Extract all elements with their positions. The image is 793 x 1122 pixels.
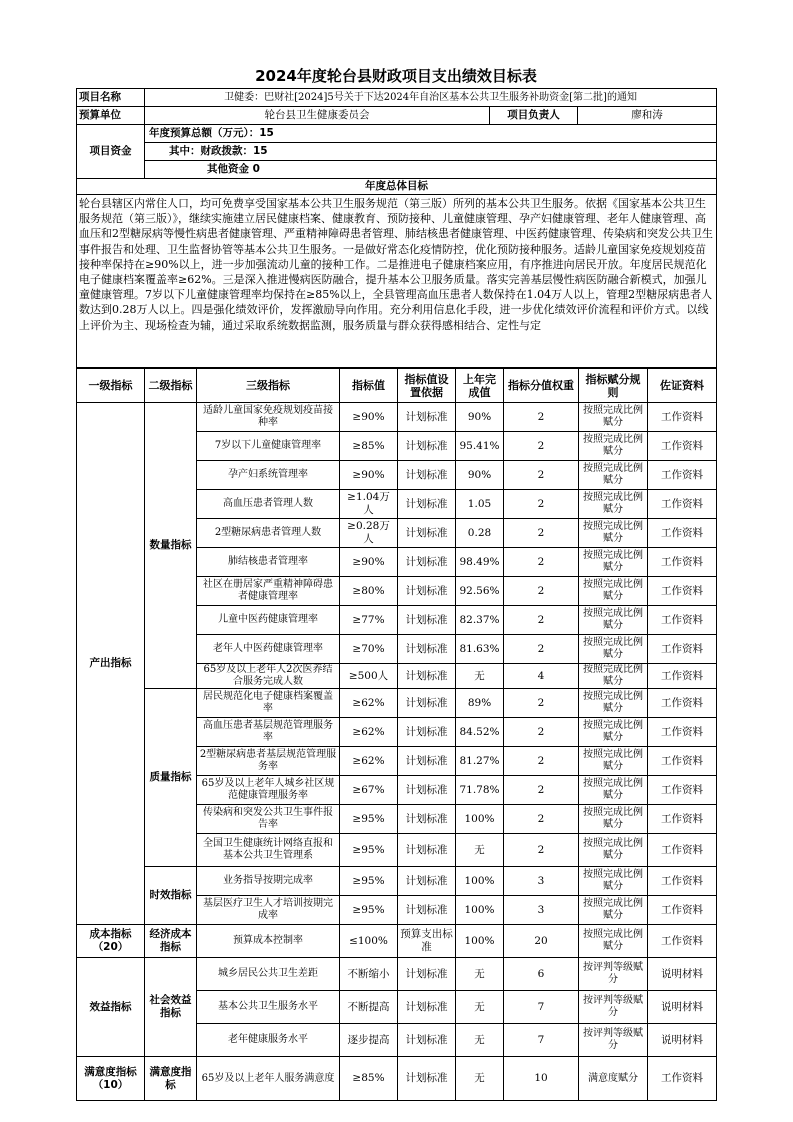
indicator-row	[77, 689, 717, 718]
rule-cell: 按照完成比例赋分	[579, 548, 648, 577]
col-level2-header: 二级指标	[145, 369, 197, 403]
basis-cell: 计划标准	[398, 805, 456, 834]
basis-cell: 计划标准	[398, 606, 456, 635]
basis-cell: 计划标准	[398, 689, 456, 718]
evidence-cell: 工作资料	[648, 490, 717, 519]
value-cell: ≥90%	[340, 548, 398, 577]
indicator-row	[77, 403, 717, 432]
rule-cell: 按照完成比例赋分	[579, 925, 648, 958]
evidence-cell: 工作资料	[648, 606, 717, 635]
indicator-table	[76, 368, 717, 1101]
weight-cell: 6	[504, 958, 579, 991]
basis-cell: 计划标准	[398, 577, 456, 606]
level1-cell: 产出指标	[77, 403, 145, 925]
prev-cell: 92.56%	[456, 577, 504, 606]
evidence-cell: 工作资料	[648, 834, 717, 867]
evidence-cell: 工作资料	[648, 776, 717, 805]
basis-cell: 计划标准	[398, 718, 456, 747]
level2-cell: 满意度指标	[145, 1057, 197, 1101]
rule-cell: 按照完成比例赋分	[579, 689, 648, 718]
prev-cell: 84.52%	[456, 718, 504, 747]
project-name-label: 项目名称	[77, 89, 145, 107]
weight-cell: 2	[504, 432, 579, 461]
evidence-cell: 工作资料	[648, 689, 717, 718]
col-prev-header: 上年完成值	[456, 369, 504, 403]
prev-cell: 71.78%	[456, 776, 504, 805]
weight-cell: 3	[504, 867, 579, 896]
prev-cell: 100%	[456, 867, 504, 896]
rule-cell: 按照完成比例赋分	[579, 461, 648, 490]
value-cell: ≥85%	[340, 432, 398, 461]
rule-cell: 按评判等级赋分	[579, 1024, 648, 1057]
value-cell: 不断提高	[340, 991, 398, 1024]
level3-cell: 肺结核患者管理率	[197, 548, 340, 577]
basis-cell: 计划标准	[398, 991, 456, 1024]
rule-cell: 按评判等级赋分	[579, 958, 648, 991]
weight-cell: 2	[504, 548, 579, 577]
project-name-value: 卫健委：巴财社[2024]5号关于下达2024年自治区基本公共卫生服务补助资金[第二批]的通知	[145, 89, 717, 107]
weight-cell: 2	[504, 577, 579, 606]
basis-cell: 计划标准	[398, 896, 456, 925]
basis-cell: 计划标准	[398, 403, 456, 432]
basis-cell: 计划标准	[398, 1024, 456, 1057]
prev-cell: 100%	[456, 925, 504, 958]
value-cell: ≥85%	[340, 1057, 398, 1101]
evidence-cell: 工作资料	[648, 519, 717, 548]
evidence-cell: 工作资料	[648, 461, 717, 490]
evidence-cell: 工作资料	[648, 867, 717, 896]
level3-cell: 预算成本控制率	[197, 925, 340, 958]
level2-cell: 社会效益指标	[145, 958, 197, 1057]
value-cell: ≥62%	[340, 718, 398, 747]
level3-cell: 居民规范化电子健康档案覆盖率	[197, 689, 340, 718]
level3-cell: 65岁及以上老年人2次医养结合服务完成人数	[197, 664, 340, 689]
basis-cell: 计划标准	[398, 635, 456, 664]
weight-cell: 2	[504, 805, 579, 834]
prev-cell: 无	[456, 991, 504, 1024]
prev-cell: 81.63%	[456, 635, 504, 664]
level3-cell: 老年人中医药健康管理率	[197, 635, 340, 664]
weight-cell: 2	[504, 689, 579, 718]
level3-cell: 高血压患者管理人数	[197, 490, 340, 519]
weight-cell: 2	[504, 606, 579, 635]
prev-cell: 90%	[456, 403, 504, 432]
basis-cell: 计划标准	[398, 432, 456, 461]
col-basis-header: 指标值设置依据	[398, 369, 456, 403]
project-info-table	[76, 88, 717, 368]
evidence-cell: 说明材料	[648, 958, 717, 991]
value-cell: ≥95%	[340, 834, 398, 867]
level3-cell: 7岁以下儿童健康管理率	[197, 432, 340, 461]
rule-cell: 按照完成比例赋分	[579, 805, 648, 834]
prev-cell: 90%	[456, 461, 504, 490]
indicator-row	[77, 1057, 717, 1101]
prev-cell: 无	[456, 1057, 504, 1101]
value-cell: ≥77%	[340, 606, 398, 635]
goal-header: 年度总体目标	[77, 179, 717, 195]
weight-cell: 4	[504, 664, 579, 689]
prev-cell: 无	[456, 834, 504, 867]
level1-cell: 效益指标	[77, 958, 145, 1057]
rule-cell: 按照完成比例赋分	[579, 490, 648, 519]
rule-cell: 按照完成比例赋分	[579, 747, 648, 776]
col-weight-header: 指标分值权重	[504, 369, 579, 403]
col-evidence-header: 佐证资料	[648, 369, 717, 403]
basis-cell: 计划标准	[398, 867, 456, 896]
weight-cell: 7	[504, 991, 579, 1024]
value-cell: ≥90%	[340, 403, 398, 432]
prev-cell: 无	[456, 664, 504, 689]
value-cell: ≥0.28万人	[340, 519, 398, 548]
level3-cell: 城乡居民公共卫生差距	[197, 958, 340, 991]
evidence-cell: 工作资料	[648, 925, 717, 958]
indicator-header-row	[77, 369, 717, 403]
basis-cell: 计划标准	[398, 776, 456, 805]
basis-cell: 计划标准	[398, 747, 456, 776]
value-cell: ≥95%	[340, 896, 398, 925]
level3-cell: 基本公共卫生服务水平	[197, 991, 340, 1024]
annual-goal-cell	[77, 195, 717, 368]
level3-cell: 高血压患者基层规范管理服务率	[197, 718, 340, 747]
value-cell: ≥90%	[340, 461, 398, 490]
value-cell: ≥70%	[340, 635, 398, 664]
funds-total: 年度预算总额（万元）：15	[145, 125, 717, 143]
indicator-row	[77, 867, 717, 896]
weight-cell: 2	[504, 461, 579, 490]
value-cell: ≤100%	[340, 925, 398, 958]
value-cell: 不断缩小	[340, 958, 398, 991]
rule-cell: 按照完成比例赋分	[579, 834, 648, 867]
level2-cell: 时效指标	[145, 867, 197, 925]
rule-cell: 按照完成比例赋分	[579, 432, 648, 461]
prev-cell: 89%	[456, 689, 504, 718]
funds-other: 其他资金 0	[145, 161, 717, 179]
evidence-cell: 工作资料	[648, 718, 717, 747]
rule-cell: 按照完成比例赋分	[579, 403, 648, 432]
level3-cell: 孕产妇系统管理率	[197, 461, 340, 490]
indicator-row	[77, 958, 717, 991]
level3-cell: 传染病和突发公共卫生事件报告率	[197, 805, 340, 834]
level3-cell: 2型糖尿病患者管理人数	[197, 519, 340, 548]
weight-cell: 2	[504, 635, 579, 664]
weight-cell: 2	[504, 403, 579, 432]
prev-cell: 无	[456, 1024, 504, 1057]
level2-cell: 经济成本指标	[145, 925, 197, 958]
value-cell: ≥1.04万人	[340, 490, 398, 519]
level3-cell: 全国卫生健康统计网络直报和基本公共卫生管理系	[197, 834, 340, 867]
budget-unit-label: 预算单位	[77, 107, 145, 125]
evidence-cell: 工作资料	[648, 635, 717, 664]
weight-cell: 2	[504, 747, 579, 776]
prev-cell: 1.05	[456, 490, 504, 519]
annual-goal-text: 轮台县辖区内常住人口，均可免费享受国家基本公共卫生服务规范（第三版）所列的基本公共卫生服务。依据《国家基本公共卫生服务规范（第三版）》，继续实施建立居民健康档案、健康教育、预防接种、儿童健康管理、孕产妇健康管理、老年人健康管理、高血压和2型糖尿病等慢性病患者健康管理、严重精神障碍患者管理、肺结核患者健康管理、中医药健康管理、传染病和突发公共卫生事件报告和处理、卫生监督协管等基本公共卫生服务。一是做好常态化疫情防控，优化预防接种服务。适龄儿童国家免疫规划疫苗接种率保持在≥90%以上，进一步加强流动儿童的接种工作。二是推进电子健康档案应用，有序推进向居民开放。年度居民规范化电子健康档案覆盖率≥62%。三是深入推进慢病医防融合，提升基本公卫服务质量。落实完善基层慢性病医防融合新模式，加强儿童健康管理。7岁以下儿童健康管理率均保持在≥85%以上，全县管理高血压患者人数保持在1.04万人以上，管理2型糖尿病患者人数达到0.28万人以上。四是强化绩效评价，发挥激励导向作用。充分利用信息化手段，进一步优化绩效评价流程和评价方式。以线上评价为主、现场检查为辅，通过采取系统数据监测，服务质量与群众获得感相结合、定性与定	[79, 197, 713, 332]
level2-cell: 数量指标	[145, 403, 197, 689]
weight-cell: 2	[504, 776, 579, 805]
level3-cell: 65岁及以上老年人城乡社区规范健康管理服务率	[197, 776, 340, 805]
rule-cell: 满意度赋分	[579, 1057, 648, 1101]
value-cell: 逐步提高	[340, 1024, 398, 1057]
rule-cell: 按照完成比例赋分	[579, 606, 648, 635]
evidence-cell: 工作资料	[648, 747, 717, 776]
page-title: 2024年度轮台县财政项目支出绩效目标表	[255, 67, 537, 85]
level3-cell: 基层医疗卫生人才培训按期完成率	[197, 896, 340, 925]
basis-cell: 计划标准	[398, 461, 456, 490]
evidence-cell: 说明材料	[648, 991, 717, 1024]
rule-cell: 按照完成比例赋分	[579, 718, 648, 747]
level1-cell: 成本指标（20）	[77, 925, 145, 958]
value-cell: ≥80%	[340, 577, 398, 606]
weight-cell: 10	[504, 1057, 579, 1101]
level3-cell: 社区在册居家严重精神障碍患者健康管理率	[197, 577, 340, 606]
prev-cell: 98.49%	[456, 548, 504, 577]
value-cell: ≥67%	[340, 776, 398, 805]
weight-cell: 2	[504, 519, 579, 548]
rule-cell: 按照完成比例赋分	[579, 664, 648, 689]
level3-cell: 适龄儿童国家免疫规划疫苗接种率	[197, 403, 340, 432]
prev-cell: 95.41%	[456, 432, 504, 461]
basis-cell: 计划标准	[398, 664, 456, 689]
col-level3-header: 三级指标	[197, 369, 340, 403]
performance-target-sheet	[76, 64, 716, 1101]
rule-cell: 按照完成比例赋分	[579, 519, 648, 548]
col-value-header: 指标值	[340, 369, 398, 403]
weight-cell: 7	[504, 1024, 579, 1057]
value-cell: ≥95%	[340, 867, 398, 896]
level3-cell: 65岁及以上老年人服务满意度	[197, 1057, 340, 1101]
rule-cell: 按照完成比例赋分	[579, 896, 648, 925]
rule-cell: 按照完成比例赋分	[579, 867, 648, 896]
weight-cell: 20	[504, 925, 579, 958]
evidence-cell: 工作资料	[648, 805, 717, 834]
leader-value: 廖和涛	[578, 107, 717, 125]
weight-cell: 2	[504, 834, 579, 867]
budget-unit-value: 轮台县卫生健康委员会	[145, 107, 490, 125]
prev-cell: 0.28	[456, 519, 504, 548]
evidence-cell: 工作资料	[648, 577, 717, 606]
value-cell: ≥62%	[340, 747, 398, 776]
value-cell: ≥62%	[340, 689, 398, 718]
prev-cell: 100%	[456, 896, 504, 925]
evidence-cell: 说明材料	[648, 1024, 717, 1057]
evidence-cell: 工作资料	[648, 403, 717, 432]
level3-cell: 儿童中医药健康管理率	[197, 606, 340, 635]
basis-cell: 计划标准	[398, 548, 456, 577]
col-rule-header: 指标赋分规则	[579, 369, 648, 403]
col-level1-header: 一级指标	[77, 369, 145, 403]
basis-cell: 计划标准	[398, 519, 456, 548]
basis-cell: 计划标准	[398, 1057, 456, 1101]
weight-cell: 2	[504, 718, 579, 747]
level1-cell: 满意度指标（10）	[77, 1057, 145, 1101]
evidence-cell: 工作资料	[648, 664, 717, 689]
level2-cell: 质量指标	[145, 689, 197, 867]
basis-cell: 计划标准	[398, 490, 456, 519]
rule-cell: 按照完成比例赋分	[579, 577, 648, 606]
rule-cell: 按评判等级赋分	[579, 991, 648, 1024]
leader-label: 项目负责人	[490, 107, 578, 125]
prev-cell: 82.37%	[456, 606, 504, 635]
funds-fiscal: 其中：财政拨款：15	[145, 143, 717, 161]
prev-cell: 100%	[456, 805, 504, 834]
prev-cell: 81.27%	[456, 747, 504, 776]
level3-cell: 业务指导按期完成率	[197, 867, 340, 896]
rule-cell: 按照完成比例赋分	[579, 635, 648, 664]
prev-cell: 无	[456, 958, 504, 991]
basis-cell: 计划标准	[398, 834, 456, 867]
rule-cell: 按照完成比例赋分	[579, 776, 648, 805]
indicator-row	[77, 925, 717, 958]
evidence-cell: 工作资料	[648, 896, 717, 925]
evidence-cell: 工作资料	[648, 548, 717, 577]
basis-cell: 预算支出标准	[398, 925, 456, 958]
value-cell: ≥500人	[340, 664, 398, 689]
weight-cell: 2	[504, 490, 579, 519]
weight-cell: 3	[504, 896, 579, 925]
value-cell: ≥95%	[340, 805, 398, 834]
level3-cell: 老年健康服务水平	[197, 1024, 340, 1057]
funds-label: 项目资金	[77, 125, 145, 179]
evidence-cell: 工作资料	[648, 1057, 717, 1101]
level3-cell: 2型糖尿病患者基层规范管理服务率	[197, 747, 340, 776]
basis-cell: 计划标准	[398, 958, 456, 991]
evidence-cell: 工作资料	[648, 432, 717, 461]
